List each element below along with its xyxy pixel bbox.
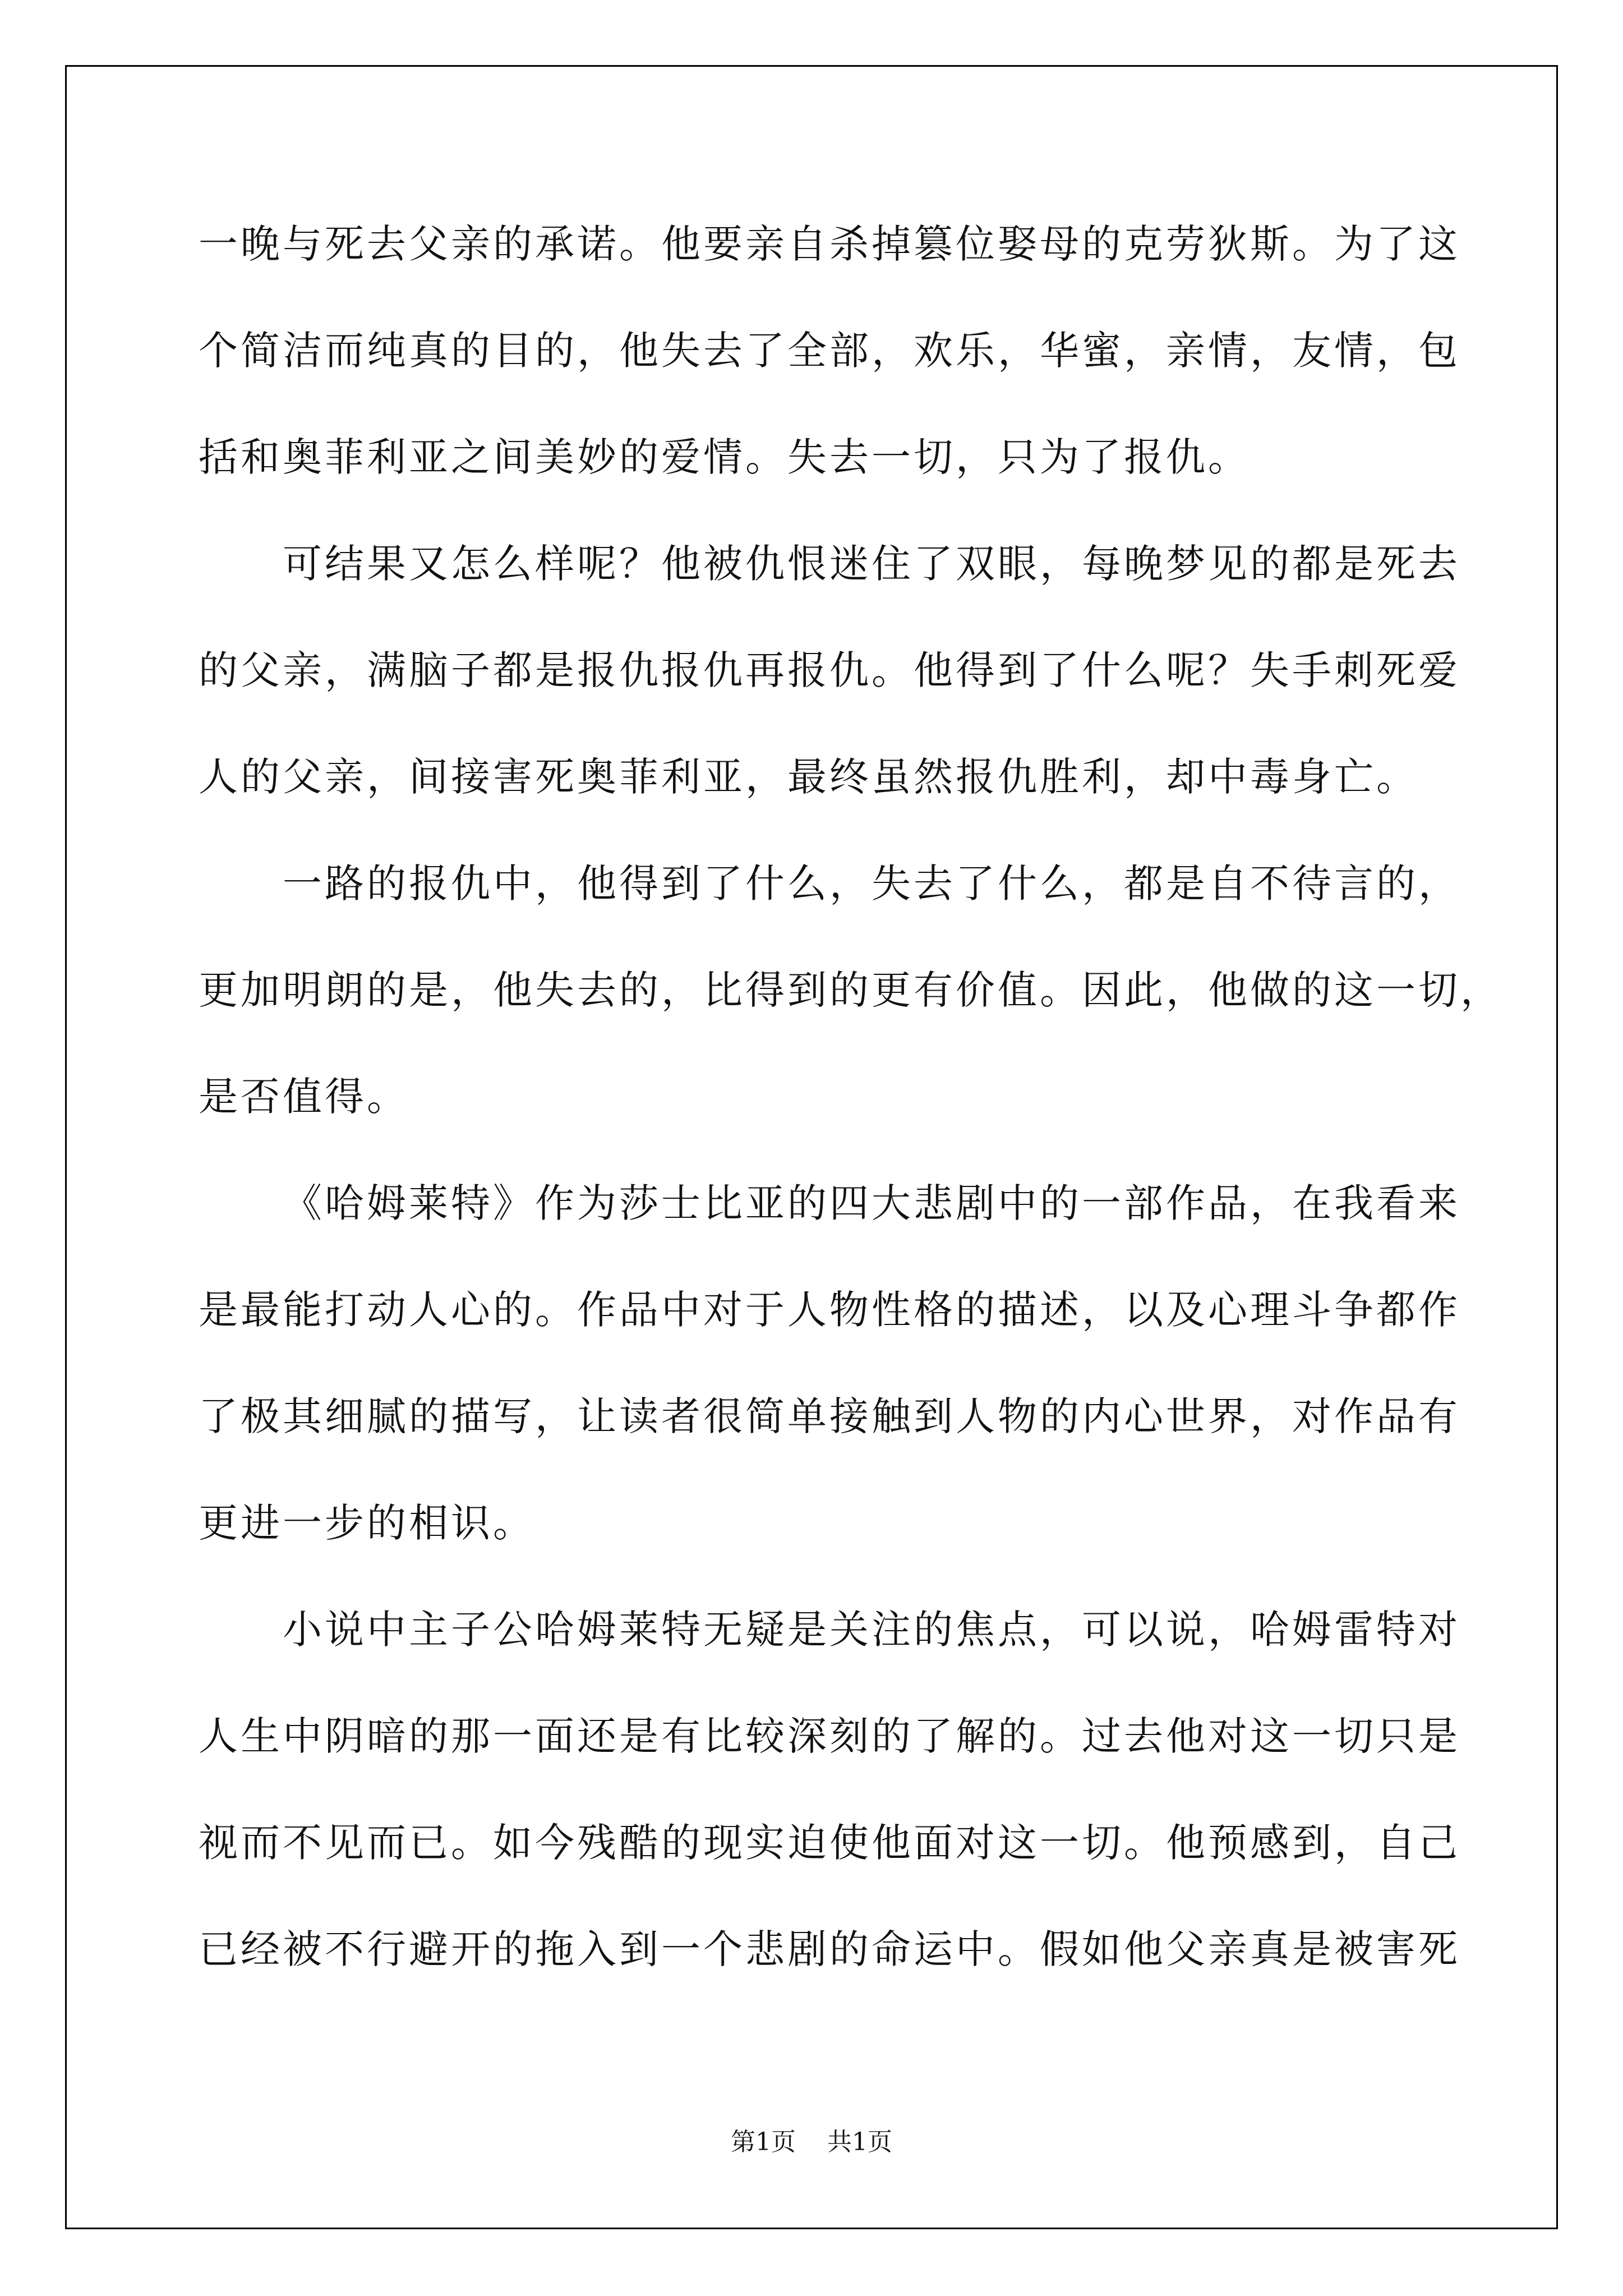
page-footer bbox=[0, 2122, 1623, 2157]
text-line: 小说中主子公哈姆莱特无疑是关注的焦点，可以说，哈姆雷特对 bbox=[283, 1607, 1460, 1653]
line-spacing bbox=[199, 1124, 1455, 1177]
text-line: 更加明朗的是，他失去的，比得到的更有价值。因此，他做的这一切， bbox=[199, 967, 1502, 1013]
line-spacing bbox=[199, 1230, 1455, 1283]
line-spacing bbox=[199, 1017, 1455, 1070]
text-line: 括和奥菲利亚之间美妙的爱情。失去一切，只为了报仇。 bbox=[199, 434, 1250, 480]
text-line: 了极其细腻的描写，让读者很简单接触到人物的内心世界，对作品有 bbox=[199, 1393, 1460, 1439]
text-line: 更进一步的相识。 bbox=[199, 1500, 535, 1546]
page-total: 共1页 bbox=[827, 2128, 892, 2156]
text-line: 一晚与死去父亲的承诺。他要亲自杀掉篡位娶母的克劳狄斯。为了这 bbox=[199, 221, 1460, 267]
text-line: 人的父亲，间接害死奥菲利亚，最终虽然报仇胜利，却中毒身亡。 bbox=[199, 754, 1418, 800]
line-spacing bbox=[199, 697, 1455, 751]
document-body bbox=[199, 218, 1502, 1976]
line-spacing bbox=[199, 804, 1455, 857]
line-spacing bbox=[199, 271, 1455, 324]
line-spacing bbox=[199, 1550, 1455, 1603]
text-line: 是最能打动人心的。作品中对于人物性格的描述，以及心理斗争都作 bbox=[199, 1287, 1460, 1333]
line-spacing bbox=[199, 591, 1455, 644]
text-line: 是否值得。 bbox=[199, 1074, 409, 1120]
line-spacing bbox=[199, 1657, 1455, 1710]
text-line: 可结果又怎么样呢？他被仇恨迷住了双眼，每晚梦见的都是死去 bbox=[283, 541, 1460, 587]
text-line: 个简洁而纯真的目的，他失去了全部，欢乐，华蜜，亲情，友情，包 bbox=[199, 328, 1460, 374]
text-line: 《哈姆莱特》作为莎士比亚的四大悲剧中的一部作品，在我看来 bbox=[283, 1180, 1460, 1226]
text-line: 已经被不行避开的拖入到一个悲剧的命运中。假如他父亲真是被害死 bbox=[199, 1926, 1460, 1972]
line-spacing bbox=[199, 484, 1455, 537]
line-spacing bbox=[199, 910, 1455, 964]
line-spacing bbox=[199, 1870, 1455, 1923]
page-number: 第1页 bbox=[731, 2128, 796, 2156]
text-line: 视而不见而已。如今残酷的现实迫使他面对这一切。他预感到，自己 bbox=[199, 1820, 1460, 1866]
line-spacing bbox=[199, 1443, 1455, 1497]
line-spacing bbox=[199, 1763, 1455, 1816]
line-spacing bbox=[199, 1337, 1455, 1390]
text-line: 一路的报仇中，他得到了什么，失去了什么，都是自不待言的， bbox=[283, 861, 1460, 907]
text-line: 人生中阴暗的那一面还是有比较深刻的了解的。过去他对这一切只是 bbox=[199, 1713, 1460, 1759]
line-spacing bbox=[199, 378, 1455, 431]
text-line: 的父亲，满脑子都是报仇报仇再报仇。他得到了什么呢？失手刺死爱 bbox=[199, 647, 1460, 693]
